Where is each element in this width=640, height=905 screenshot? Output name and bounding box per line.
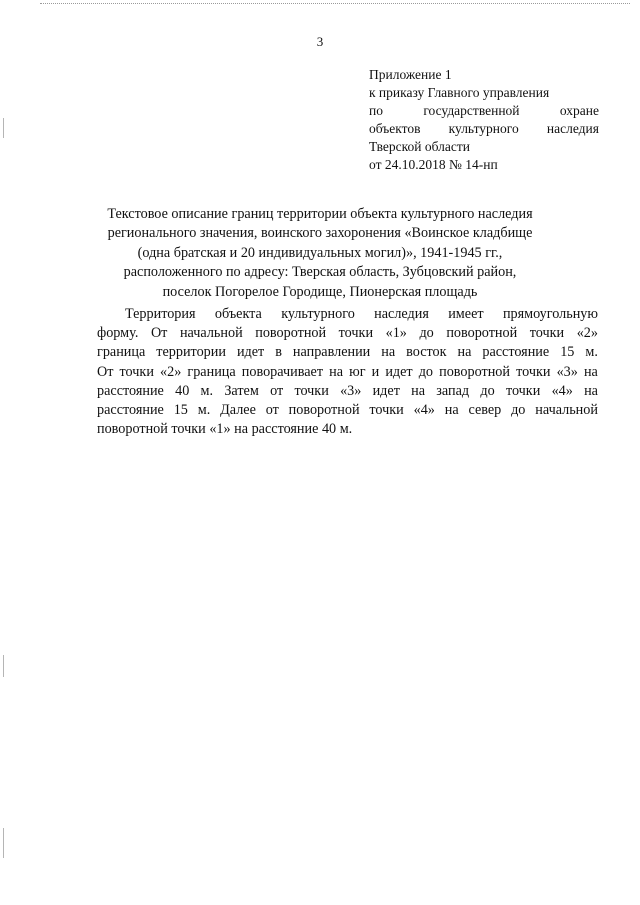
body-line	[97, 343, 598, 362]
body-word: от	[265, 402, 279, 419]
body-paragraph	[97, 305, 598, 439]
body-word: точки	[369, 402, 404, 419]
body-word: на	[583, 363, 598, 380]
annex-line: к приказу Главного управления	[369, 85, 550, 100]
body-word: точки	[505, 382, 541, 399]
body-word: Затем	[224, 382, 259, 399]
body-word: начальной	[535, 402, 598, 419]
body-word: поворотной точки «1» на расстояние 40 м.	[97, 421, 353, 438]
body-word: и	[371, 363, 380, 380]
annex-word: объектов	[369, 121, 421, 136]
body-word: 40	[175, 382, 190, 399]
annex-line: Тверской области	[369, 139, 470, 154]
body-word: «2»	[160, 363, 182, 380]
body-word: «4»	[551, 382, 573, 399]
body-word: запад	[436, 382, 470, 399]
body-word: поворачивает	[241, 363, 324, 380]
body-line	[97, 363, 598, 382]
body-word: до	[511, 402, 526, 419]
body-word: до	[418, 363, 434, 380]
body-word: «3»	[340, 382, 362, 399]
annex-word: охране	[559, 103, 599, 118]
body-word: «1»	[385, 325, 407, 342]
body-word: расстояние	[482, 344, 550, 361]
scan-edge-left	[3, 828, 4, 858]
body-word: направлении	[292, 344, 371, 361]
body-word: поворотной	[255, 325, 327, 342]
body-word: точки	[529, 325, 565, 342]
body-line	[97, 401, 598, 420]
body-word: точки	[516, 363, 551, 380]
body-word: культурного	[281, 306, 355, 322]
body-word: на	[457, 344, 472, 361]
body-word: Территория	[125, 306, 196, 322]
body-line	[97, 382, 598, 401]
title-line: поселок Погорелое Городище, Пионерская площадь	[162, 283, 478, 300]
body-word: на	[381, 344, 396, 361]
body-word: наследия	[374, 306, 429, 322]
body-word: на	[444, 402, 459, 419]
page-number: 3	[316, 34, 324, 49]
body-word: в	[275, 344, 282, 361]
body-word: до	[480, 382, 495, 399]
document-title	[80, 205, 560, 302]
title-line: Текстовое описание границ территории объекта культурного наследия	[107, 206, 533, 222]
body-word: от	[270, 382, 284, 399]
body-word: точки	[294, 382, 329, 399]
annex-word: наследия	[546, 121, 599, 136]
body-word: идет	[372, 382, 400, 399]
annex-line-justified	[369, 102, 599, 120]
body-word: «4»	[413, 402, 435, 419]
annex-word: культурного	[448, 121, 519, 136]
body-word: объекта	[214, 306, 262, 322]
body-word: расстояние	[97, 402, 164, 419]
title-line: регионального значения, воинского захоронения «Воинское кладбище	[107, 225, 533, 242]
annex-word: по	[369, 103, 383, 118]
body-word: «2»	[576, 325, 598, 342]
body-word: От	[97, 363, 114, 380]
body-word: точки	[338, 325, 374, 342]
body-word: м.	[200, 382, 214, 399]
title-line: (одна братская и 20 индивидуальных могил)», 1941-1945 гг.,	[137, 244, 503, 261]
body-word: восток	[406, 344, 447, 361]
body-word: до	[419, 325, 434, 342]
body-word: «3»	[556, 363, 578, 380]
body-word: на	[411, 382, 426, 399]
scan-edge-top	[40, 3, 630, 4]
body-word: точки	[119, 363, 154, 380]
body-line	[97, 324, 598, 343]
body-word: 15	[560, 344, 575, 361]
body-word: поворотной	[439, 363, 510, 380]
body-word: От	[150, 325, 168, 342]
body-word: форму.	[97, 325, 139, 342]
body-line	[97, 420, 598, 439]
title-line: расположенного по адресу: Тверская область, Зубцовский район,	[123, 264, 517, 281]
body-word: имеет	[448, 306, 484, 322]
body-word: м.	[585, 344, 598, 361]
body-word: юг	[349, 363, 366, 380]
body-word: на	[584, 382, 598, 399]
annex-word: государственной	[423, 103, 520, 118]
body-word: поворотной	[446, 325, 518, 342]
scan-edge-left	[3, 655, 4, 677]
body-word: идет	[385, 363, 413, 380]
body-word: 15	[173, 402, 188, 419]
annex-line: от 24.10.2018 № 14-нп	[369, 157, 498, 172]
body-word: Далее	[220, 402, 256, 419]
body-word: на	[329, 363, 344, 380]
body-word: север	[468, 402, 502, 419]
annex-line-justified	[369, 120, 599, 138]
body-word: граница	[97, 344, 146, 361]
body-word: идет	[236, 344, 265, 361]
annex-line: Приложение 1	[369, 67, 452, 82]
scan-edge-left	[3, 118, 4, 138]
body-word: территории	[156, 344, 226, 361]
body-line	[97, 305, 598, 324]
body-word: расстояние	[97, 382, 164, 399]
body-word: начальной	[179, 325, 243, 342]
body-word: граница	[187, 363, 236, 380]
annex-block	[369, 66, 599, 174]
body-word: м.	[197, 402, 211, 419]
body-word: поворотной	[288, 402, 360, 419]
body-word: прямоугольную	[502, 306, 598, 322]
